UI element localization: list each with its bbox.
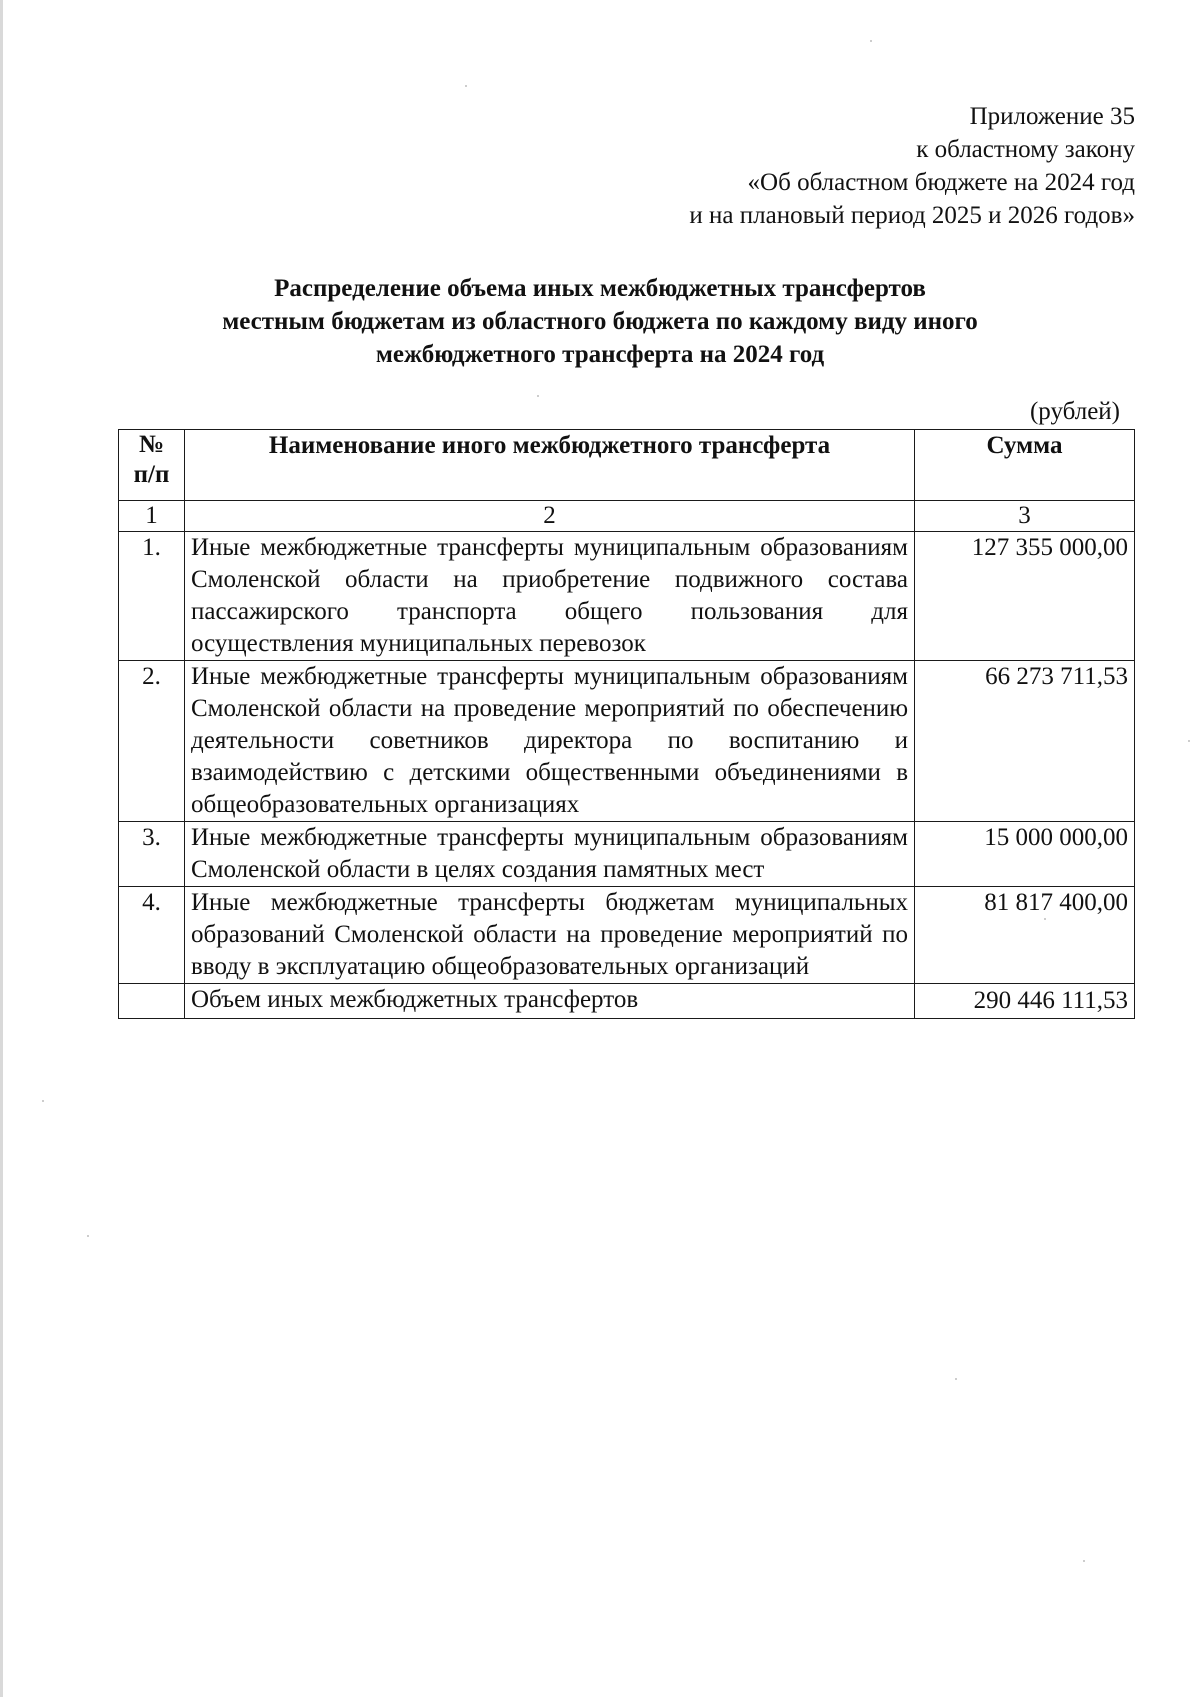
total-sum: 290 446 111,53 xyxy=(915,984,1135,1019)
title-line-1: Распределение объема иных межбюджетных трансфертов xyxy=(274,275,926,302)
appendix-header xyxy=(435,100,1135,232)
title-line-2: местным бюджетам из областного бюджета по каждому виду иного xyxy=(222,308,978,335)
title-line-3: межбюджетного трансферта на 2024 год xyxy=(375,341,825,368)
column-number-row xyxy=(119,501,1135,532)
header-sum: Сумма xyxy=(915,430,1135,501)
row-name: Иные межбюджетные трансферты муниципальным образованиям Смоленской области в целях создания памятных мест xyxy=(185,822,915,887)
row-number: 4. xyxy=(119,887,185,984)
table-row xyxy=(119,887,1135,984)
document-title xyxy=(150,272,1050,371)
row-sum: 15 000 000,00 xyxy=(915,822,1135,887)
row-name: Иные межбюджетные трансферты бюджетам муниципальных образований Смоленской области на проведение мероприятий по вводу в эксплуатацию общеобразовательных организаций xyxy=(185,887,915,984)
transfers-table xyxy=(118,429,1135,1019)
scan-speck xyxy=(870,40,872,42)
header-number xyxy=(119,430,185,501)
appendix-number: Приложение 35 xyxy=(969,103,1135,130)
row-sum: 81 817 400,00 xyxy=(915,887,1135,984)
table-row xyxy=(119,822,1135,887)
row-sum: 127 355 000,00 xyxy=(915,532,1135,661)
header-name: Наименование иного межбюджетного трансферта xyxy=(185,430,915,501)
scan-speck xyxy=(42,1100,44,1102)
column-number: 2 xyxy=(185,501,915,532)
appendix-law-ref: к областному закону xyxy=(916,136,1135,163)
header-number-abbr: п/п xyxy=(133,461,170,488)
total-row xyxy=(119,984,1135,1019)
table-header-row xyxy=(119,430,1135,501)
row-name: Иные межбюджетные трансферты муниципальным образованиям Смоленской области на проведение мероприятий по обеспечению деятельности советников директора по воспитанию и взаимодействию с детскими общественными объединениями в общеобразовательных организациях xyxy=(185,661,915,822)
appendix-law-title-1: «Об областном бюджете на 2024 год xyxy=(747,169,1135,196)
column-number: 1 xyxy=(119,501,185,532)
scan-speck xyxy=(87,1235,89,1237)
row-number: 2. xyxy=(119,661,185,822)
table-row xyxy=(119,532,1135,661)
scan-speck xyxy=(537,395,539,397)
row-sum: 66 273 711,53 xyxy=(915,661,1135,822)
table-row xyxy=(119,661,1135,822)
appendix-law-title-2: и на плановый период 2025 и 2026 годов» xyxy=(689,202,1135,229)
row-number: 1. xyxy=(119,532,185,661)
row-number: 3. xyxy=(119,822,185,887)
scan-speck xyxy=(955,1378,957,1380)
total-number xyxy=(119,984,185,1019)
column-number: 3 xyxy=(915,501,1135,532)
total-label: Объем иных межбюджетных трансфертов xyxy=(185,984,915,1019)
scan-edge xyxy=(0,0,3,1697)
scan-speck xyxy=(465,85,467,87)
row-name: Иные межбюджетные трансферты муниципальным образованиям Смоленской области на приобретение подвижного состава пассажирского транспорта общего пользования для осуществления муниципальных перевозок xyxy=(185,532,915,661)
header-number-sign: № xyxy=(138,431,165,458)
unit-label: (рублей) xyxy=(1029,398,1120,425)
scan-speck xyxy=(1188,740,1190,742)
scan-speck xyxy=(1083,1560,1085,1562)
